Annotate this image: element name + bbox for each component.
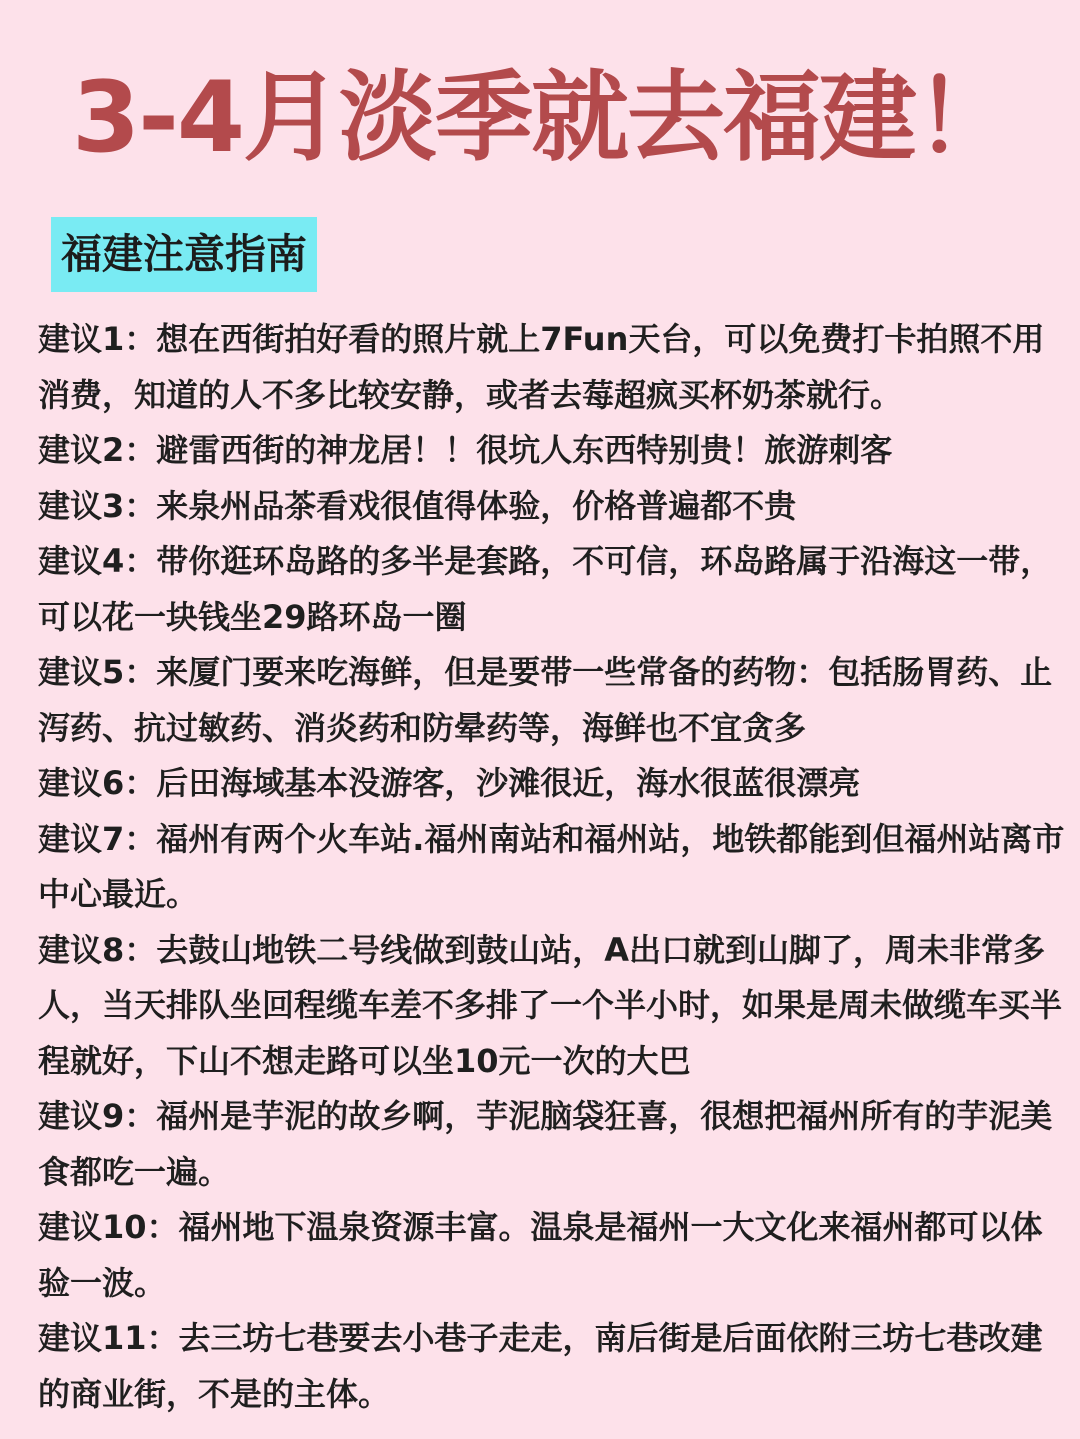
tip-11: 建议11：去三坊七巷要去小巷子走走，南后街是后面依附三坊七巷改建的商业街，不是的主体。 xyxy=(38,1319,1043,1413)
tip-5: 建议5：来厦门要来吃海鲜，但是要带一些常备的药物：包括肠胃药、止泻药、抗过敏药、消炎药和防晕药等，海鲜也不宜贪多 xyxy=(38,653,1053,747)
tip-1: 建议1：想在西街拍好看的照片就上7Fun天台，可以免费打卡拍照不用消费，知道的人不多比较安静，或者去莓超疯买杯奶茶就行。 xyxy=(38,320,1045,414)
tips-list xyxy=(38,312,1068,1422)
section-badge: 福建注意指南 xyxy=(51,217,317,292)
page-title: 3-4月淡季就去福建！ xyxy=(72,61,1012,175)
tip-10: 建议10：福州地下温泉资源丰富。温泉是福州一大文化来福州都可以体验一波。 xyxy=(38,1208,1043,1302)
tip-9: 建议9：福州是芋泥的故乡啊，芋泥脑袋狂喜，很想把福州所有的芋泥美食都吃一遍。 xyxy=(38,1097,1053,1191)
tip-3: 建议3：来泉州品茶看戏很值得体验，价格普遍都不贵 xyxy=(38,486,797,525)
tip-7: 建议7：福州有两个火车站.福州南站和福州站，地铁都能到但福州站离市中心最近。 xyxy=(38,819,1065,913)
tip-2: 建议2：避雷西街的神龙居！！很坑人东西特别贵！旅游刺客 xyxy=(38,431,893,469)
tip-6: 建议6：后田海域基本没游客，沙滩很近，海水很蓝很漂亮 xyxy=(38,764,861,802)
tip-8: 建议8：去鼓山地铁二号线做到鼓山站，A出口就到山脚了，周未非常多人，当天排队坐回程缆车差不多排了一个半小时，如果是周未做缆车买半程就好，下山不想走路可以坐10元一次的大巴 xyxy=(38,930,1063,1080)
tip-4: 建议4：带你逛环岛路的多半是套路，不可信，环岛路属于沿海这一带，可以花一块钱坐29路环岛一圈 xyxy=(38,542,1053,636)
